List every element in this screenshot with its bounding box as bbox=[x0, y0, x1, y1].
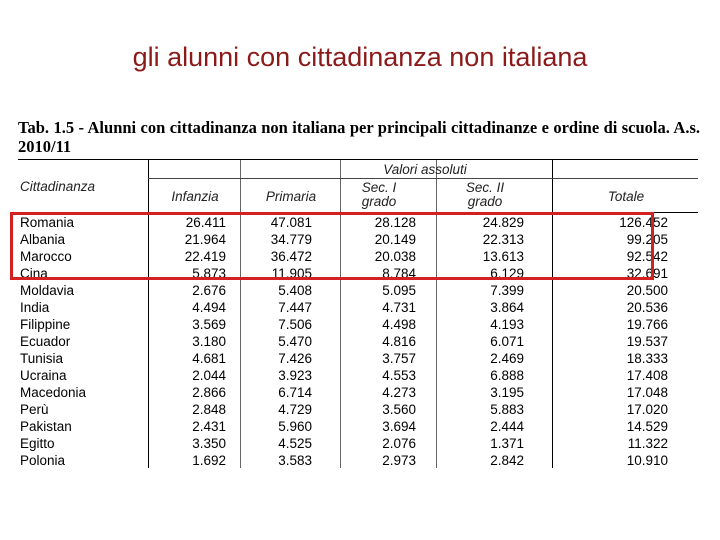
cell-sec1: 4.273 bbox=[382, 385, 416, 400]
cell-sec2: 13.613 bbox=[482, 249, 524, 264]
cell-totale: 20.536 bbox=[626, 300, 668, 315]
cell-primaria: 34.779 bbox=[270, 232, 312, 247]
cell-sec1: 4.816 bbox=[382, 334, 416, 349]
cell-sec2: 22.313 bbox=[482, 232, 524, 247]
cell-sec1: 4.553 bbox=[382, 368, 416, 383]
cell-sec1: 28.128 bbox=[374, 215, 416, 230]
cell-infanzia: 2.044 bbox=[192, 368, 226, 383]
cell-sec1: 4.498 bbox=[382, 317, 416, 332]
cell-totale: 19.766 bbox=[626, 317, 668, 332]
cell-primaria: 3.583 bbox=[278, 453, 312, 468]
group-header-rule bbox=[148, 178, 698, 179]
highlight-box bbox=[10, 212, 654, 280]
cell-totale: 32.691 bbox=[626, 266, 668, 281]
table-row bbox=[18, 316, 698, 333]
cell-primaria: 7.447 bbox=[278, 300, 312, 315]
cell-country: Macedonia bbox=[20, 385, 87, 400]
cell-sec2: 2.444 bbox=[490, 419, 524, 434]
cell-sec2: 3.864 bbox=[490, 300, 524, 315]
cell-country: India bbox=[20, 300, 50, 315]
cell-country: Polonia bbox=[20, 453, 66, 468]
cell-totale: 14.529 bbox=[626, 419, 668, 434]
cell-sec2: 6.129 bbox=[490, 266, 524, 281]
cell-infanzia: 3.350 bbox=[192, 436, 226, 451]
cell-infanzia: 3.569 bbox=[192, 317, 226, 332]
cell-sec1: 5.095 bbox=[382, 283, 416, 298]
cell-totale: 17.048 bbox=[626, 385, 668, 400]
group-header: Valori assoluti bbox=[383, 162, 467, 177]
col-header-sec2: Sec. II grado bbox=[465, 180, 505, 209]
table-row bbox=[18, 282, 698, 299]
cell-sec1: 4.731 bbox=[382, 300, 416, 315]
table-row bbox=[18, 435, 698, 452]
cell-infanzia: 2.866 bbox=[192, 385, 226, 400]
col-header-primaria: Primaria bbox=[265, 189, 317, 204]
cell-country: Egitto bbox=[20, 436, 55, 451]
cell-totale: 18.333 bbox=[626, 351, 668, 366]
cell-totale: 20.500 bbox=[626, 283, 668, 298]
cell-sec2: 2.842 bbox=[490, 453, 524, 468]
cell-infanzia: 3.180 bbox=[192, 334, 226, 349]
cell-infanzia: 4.494 bbox=[192, 300, 226, 315]
cell-primaria: 5.960 bbox=[278, 419, 312, 434]
cell-infanzia: 2.431 bbox=[192, 419, 226, 434]
cell-country: Pakistan bbox=[20, 419, 72, 434]
cell-country: Albania bbox=[20, 232, 66, 247]
table-row bbox=[18, 384, 698, 401]
cell-sec1: 20.149 bbox=[374, 232, 416, 247]
col-header-country: Cittadinanza bbox=[20, 179, 96, 194]
table-row bbox=[18, 299, 698, 316]
slide-title: gli alunni con cittadinanza non italiana bbox=[132, 42, 588, 72]
cell-totale: 126.452 bbox=[619, 215, 668, 230]
cell-sec2: 4.193 bbox=[490, 317, 524, 332]
data-table bbox=[18, 160, 698, 468]
table-row bbox=[18, 350, 698, 367]
cell-sec2: 1.371 bbox=[490, 436, 524, 451]
cell-country: Tunisia bbox=[20, 351, 64, 366]
cell-primaria: 11.905 bbox=[271, 266, 312, 281]
cell-primaria: 4.525 bbox=[278, 436, 312, 451]
cell-country: Cina bbox=[20, 266, 48, 281]
col-header-infanzia: Infanzia bbox=[171, 189, 219, 204]
col-header-sec1: Sec. I grado bbox=[361, 180, 397, 209]
cell-infanzia: 26.411 bbox=[185, 215, 226, 230]
cell-sec2: 6.888 bbox=[490, 368, 524, 383]
cell-totale: 17.020 bbox=[626, 402, 668, 417]
cell-infanzia: 1.692 bbox=[192, 453, 226, 468]
cell-country: Moldavia bbox=[20, 283, 75, 298]
cell-totale: 92.542 bbox=[626, 249, 668, 264]
cell-sec2: 6.071 bbox=[490, 334, 524, 349]
cell-totale: 17.408 bbox=[626, 368, 668, 383]
cell-sec1: 2.076 bbox=[382, 436, 416, 451]
cell-sec1: 2.973 bbox=[382, 453, 416, 468]
cell-sec2: 3.195 bbox=[490, 385, 524, 400]
caption-text: Tab. 1.5 - Alunni con cittadinanza non italiana per principali cittadinanze e ordine di scuola. A.s. 2010/11 bbox=[18, 118, 700, 156]
cell-sec1: 20.038 bbox=[374, 249, 416, 264]
cell-totale: 11.322 bbox=[627, 436, 668, 451]
table-row bbox=[18, 418, 698, 435]
cell-primaria: 47.081 bbox=[270, 215, 312, 230]
cell-sec2: 2.469 bbox=[490, 351, 524, 366]
cell-primaria: 3.923 bbox=[278, 368, 312, 383]
table-row bbox=[18, 401, 698, 418]
cell-country: Ecuador bbox=[20, 334, 71, 349]
table-row bbox=[18, 452, 698, 469]
cell-country: Ucraina bbox=[20, 368, 67, 383]
cell-sec1: 3.757 bbox=[382, 351, 416, 366]
cell-sec1: 3.560 bbox=[382, 402, 416, 417]
cell-sec1: 8.784 bbox=[382, 266, 416, 281]
cell-totale: 10.910 bbox=[626, 453, 668, 468]
cell-infanzia: 5.873 bbox=[192, 266, 226, 281]
cell-totale: 99.205 bbox=[626, 232, 668, 247]
cell-sec2: 7.399 bbox=[490, 283, 524, 298]
cell-primaria: 4.729 bbox=[278, 402, 312, 417]
cell-infanzia: 2.676 bbox=[192, 283, 226, 298]
cell-primaria: 6.714 bbox=[278, 385, 312, 400]
cell-sec2: 5.883 bbox=[490, 402, 524, 417]
cell-country: Filippine bbox=[20, 317, 71, 332]
cell-primaria: 36.472 bbox=[270, 249, 312, 264]
table-row bbox=[18, 367, 698, 384]
cell-primaria: 7.426 bbox=[278, 351, 312, 366]
cell-country: Romania bbox=[20, 215, 75, 230]
col-header-totale: Totale bbox=[607, 189, 645, 204]
table-row bbox=[18, 333, 698, 350]
cell-infanzia: 2.848 bbox=[192, 402, 226, 417]
cell-primaria: 7.506 bbox=[278, 317, 312, 332]
cell-country: Perù bbox=[20, 402, 49, 417]
table-caption bbox=[18, 118, 700, 156]
cell-country: Marocco bbox=[20, 249, 72, 264]
cell-sec1: 3.694 bbox=[382, 419, 416, 434]
cell-totale: 19.537 bbox=[626, 334, 668, 349]
cell-infanzia: 21.964 bbox=[184, 232, 226, 247]
cell-infanzia: 4.681 bbox=[192, 351, 226, 366]
cell-primaria: 5.408 bbox=[278, 283, 312, 298]
cell-sec2: 24.829 bbox=[482, 215, 524, 230]
cell-primaria: 5.470 bbox=[278, 334, 312, 349]
cell-infanzia: 22.419 bbox=[184, 249, 226, 264]
